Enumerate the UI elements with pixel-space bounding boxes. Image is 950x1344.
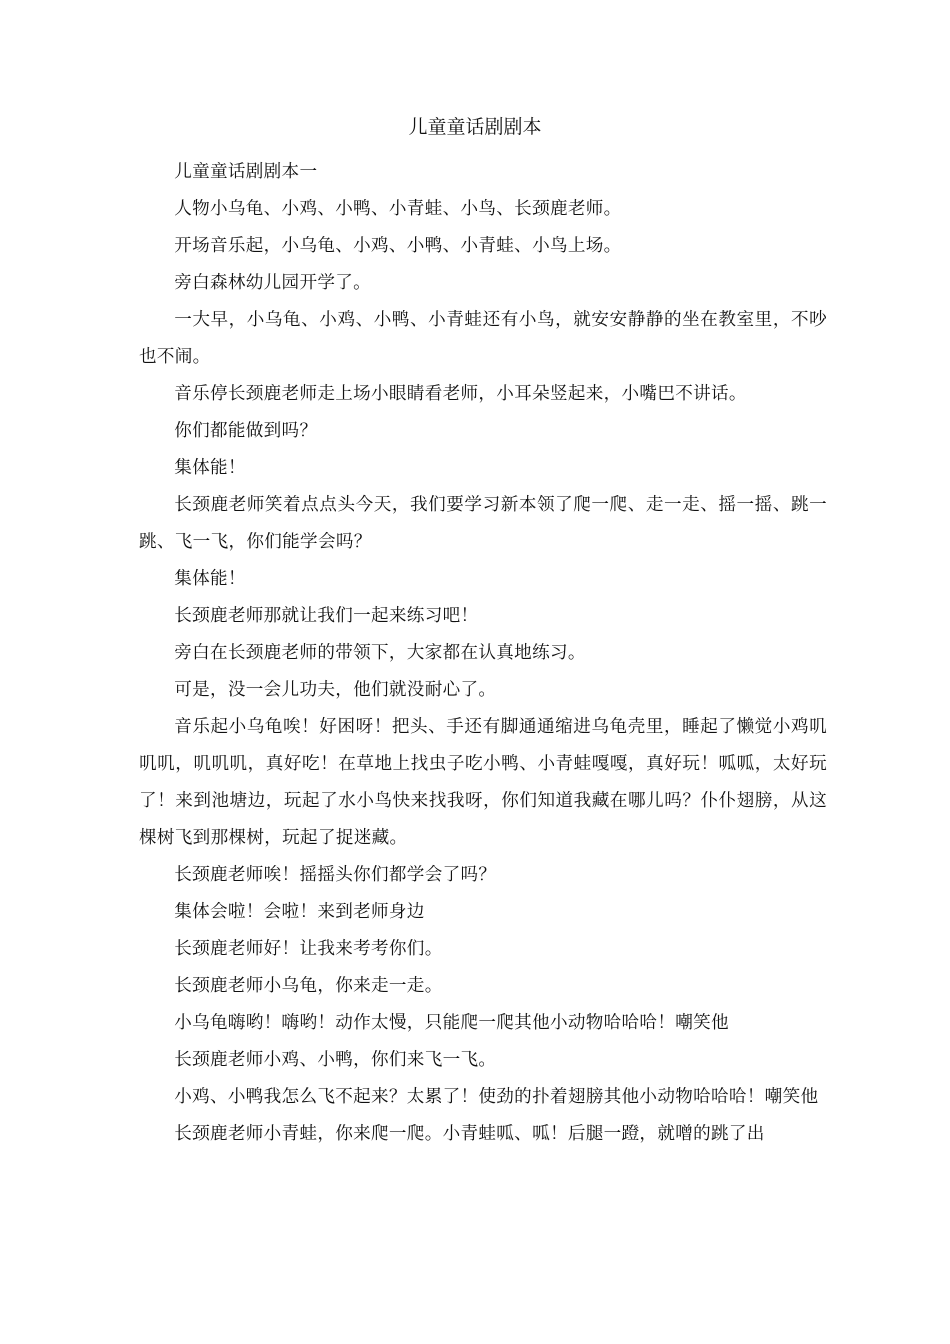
document-title: 儿童童话剧剧本	[408, 116, 542, 138]
paragraph: 小乌龟嗨哟！嗨哟！动作太慢，只能爬一爬其他小动物哈哈哈！嘲笑他	[174, 1013, 729, 1033]
paragraph: 开场音乐起，小乌龟、小鸡、小鸭、小青蛙、小鸟上场。	[174, 236, 622, 256]
paragraph: 旁白在长颈鹿老师的带领下，大家都在认真地练习。	[174, 643, 586, 663]
paragraph: 你们都能做到吗？	[174, 421, 318, 441]
paragraph: 旁白森林幼儿园开学了。	[174, 273, 372, 293]
paragraph: 一大早，小乌龟、小鸡、小鸭、小青蛙还有小鸟，就安安静静的坐在教室里，不吵也不闹。	[139, 310, 827, 367]
paragraph: 人物小乌龟、小鸡、小鸭、小青蛙、小鸟、长颈鹿老师。	[174, 199, 622, 219]
paragraph: 集体能！	[174, 569, 246, 589]
paragraph: 长颈鹿老师那就让我们一起来练习吧！	[174, 606, 479, 626]
paragraph: 集体能！	[174, 458, 246, 478]
paragraph: 集体会啦！会啦！来到老师身边	[174, 902, 425, 922]
paragraph: 音乐起小乌龟唉！好困呀！把头、手还有脚通通缩进乌龟壳里，睡起了懒觉小鸡叽叽叽，叽叽叽，真好吃！在草地上找虫子吃小鸭、小青蛙嘎嘎，真好玩！呱呱，太好玩了！来到池塘边，玩起了水小鸟快来找我呀，你们知道我藏在哪儿吗？仆仆翅膀，从这棵树飞到那棵树，玩起了捉迷藏。	[139, 717, 827, 848]
paragraph: 长颈鹿老师小乌龟，你来走一走。	[174, 976, 443, 996]
paragraph: 可是，没一会儿功夫，他们就没耐心了。	[174, 680, 497, 700]
paragraph: 儿童童话剧剧本一	[174, 162, 318, 182]
document-body	[139, 154, 827, 1153]
paragraph: 小鸡、小鸭我怎么飞不起来？太累了！使劲的扑着翅膀其他小动物哈哈哈！嘲笑他	[174, 1087, 819, 1107]
paragraph: 音乐停长颈鹿老师走上场小眼睛看老师，小耳朵竖起来，小嘴巴不讲话。	[174, 384, 747, 404]
paragraph: 长颈鹿老师小鸡、小鸭，你们来飞一飞。	[174, 1050, 497, 1070]
paragraph: 长颈鹿老师笑着点点头今天，我们要学习新本领了爬一爬、走一走、摇一摇、跳一跳、飞一飞，你们能学会吗？	[139, 495, 827, 552]
paragraph: 长颈鹿老师好！让我来考考你们。	[174, 939, 443, 959]
paragraph: 长颈鹿老师小青蛙，你来爬一爬。小青蛙呱、呱！后腿一蹬，就噌的跳了出	[174, 1124, 765, 1144]
paragraph: 长颈鹿老师唉！摇摇头你们都学会了吗？	[174, 865, 497, 885]
